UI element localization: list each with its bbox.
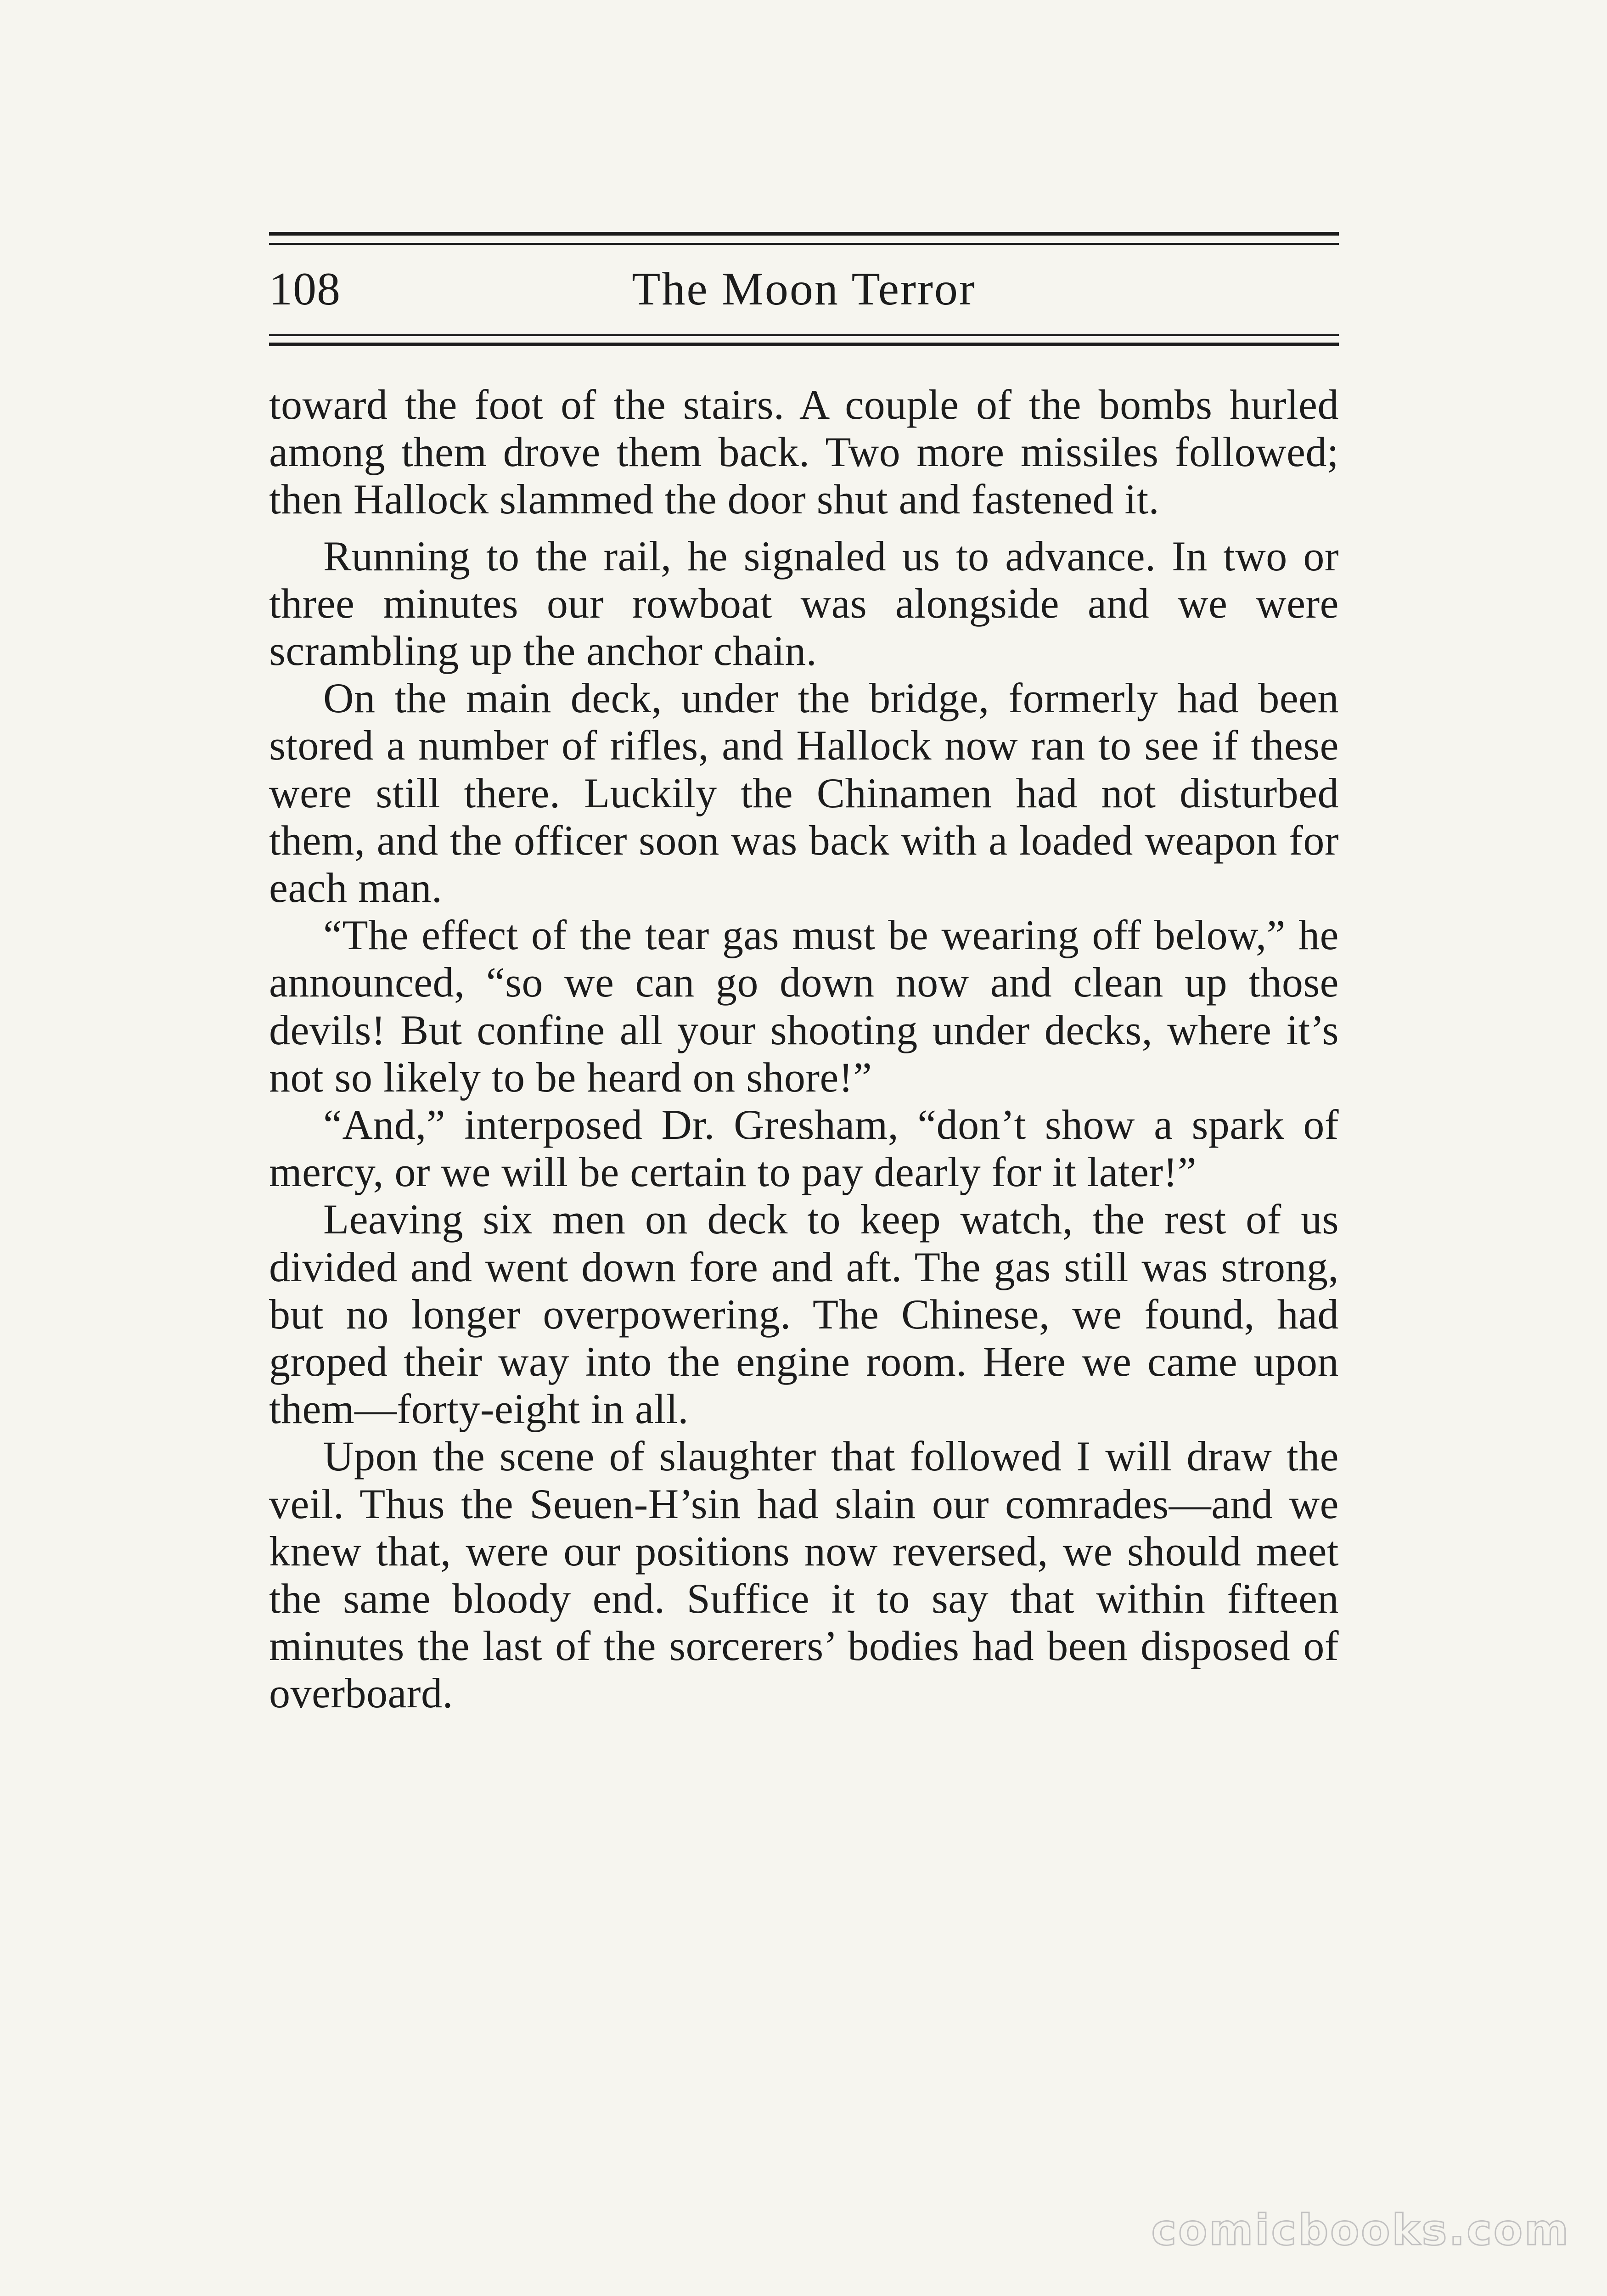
paragraph: On the main deck, under the bridge, formerly had been stored a number of rifles, and Hallock now ran to see if these were still there. Luckily the Chinamen had not disturbed them, and the officer soon was back with a loaded weapon for each man. (269, 675, 1339, 912)
paragraph: Running to the rail, he signaled us to advance. In two or three minutes our rowboat was alongside and we were scrambling up the anchor chain. (269, 532, 1339, 675)
paragraph: “And,” interposed Dr. Gresham, “don’t show a spark of mercy, or we will be certain to pay dearly for it later!” (269, 1101, 1339, 1196)
header-rule-top-thick (269, 232, 1339, 236)
header-rule-bottom-thin (269, 334, 1339, 336)
running-title: The Moon Terror (632, 263, 976, 315)
paragraph: toward the foot of the stairs. A couple of the bombs hurled among them drove them back. Two more missiles followed; then Hallock slammed the door shut and fastened it. (269, 381, 1339, 523)
running-head (269, 257, 1339, 321)
header-rule-bottom-thick (269, 343, 1339, 346)
body-text (269, 381, 1339, 1717)
paragraph: Upon the scene of slaughter that followed I will draw the veil. Thus the Seuen-H’sin had slain our comrades—and we knew that, were our positions now reversed, we should meet the same bloody end. Suffice it to say that within fifteen minutes the last of the sorcerers’ bodies had been disposed of overboard. (269, 1433, 1339, 1717)
paragraph: “The effect of the tear gas must be wearing off below,” he announced, “so we can go down now and clean up those devils! But confine all your shooting under decks, where it’s not so likely to be heard on shore!” (269, 912, 1339, 1101)
header-rules-top (269, 232, 1339, 250)
watermark: comicbooks.com (1151, 2206, 1570, 2255)
header-rule-top-thin (269, 243, 1339, 245)
paragraph: Leaving six men on deck to keep watch, the rest of us divided and went down fore and aft. The gas still was strong, but no longer overpowering. The Chinese, we found, had groped their way into the engine room. Here we came upon them—forty-eight in all. (269, 1196, 1339, 1433)
header-rules-bottom (269, 334, 1339, 353)
page-number: 108 (269, 263, 341, 315)
